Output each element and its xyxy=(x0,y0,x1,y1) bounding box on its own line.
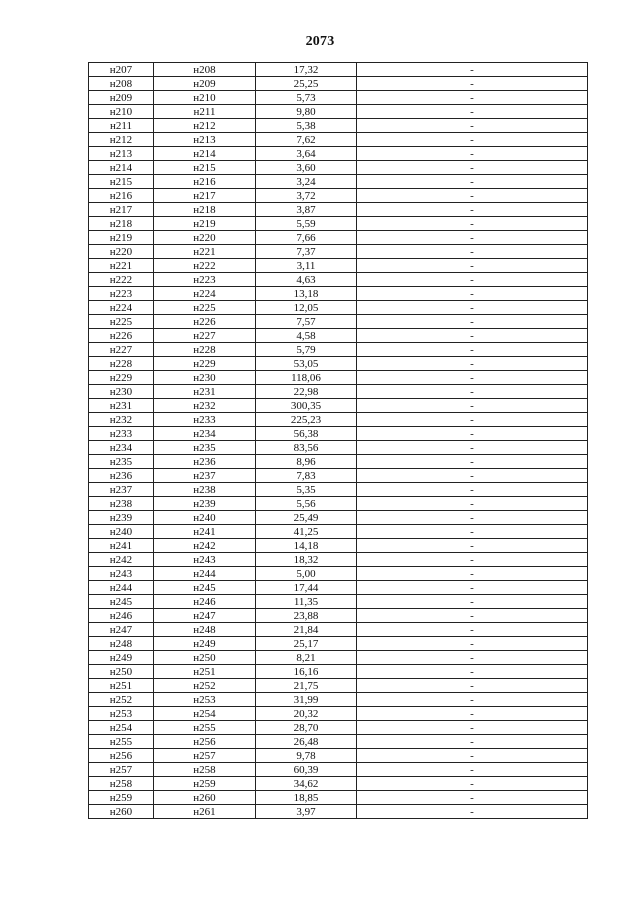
table-row xyxy=(89,413,588,427)
note-cell: - xyxy=(357,161,588,175)
note-cell: - xyxy=(357,287,588,301)
note-cell: - xyxy=(357,637,588,651)
note-cell: - xyxy=(357,175,588,189)
to-point-cell: н240 xyxy=(154,511,256,525)
from-point-cell: н212 xyxy=(89,133,154,147)
distance-cell: 8,21 xyxy=(256,651,357,665)
table-row xyxy=(89,525,588,539)
distance-cell: 25,49 xyxy=(256,511,357,525)
to-point-cell: н244 xyxy=(154,567,256,581)
table-row xyxy=(89,91,588,105)
to-point-cell: н245 xyxy=(154,581,256,595)
distance-cell: 7,57 xyxy=(256,315,357,329)
table-row xyxy=(89,63,588,77)
page-number: 2073 xyxy=(305,34,335,49)
from-point-cell: н256 xyxy=(89,749,154,763)
from-point-cell: н243 xyxy=(89,567,154,581)
from-point-cell: н208 xyxy=(89,77,154,91)
distance-cell: 13,18 xyxy=(256,287,357,301)
note-cell: - xyxy=(357,259,588,273)
distance-cell: 20,32 xyxy=(256,707,357,721)
to-point-cell: н218 xyxy=(154,203,256,217)
distance-cell: 7,83 xyxy=(256,469,357,483)
distance-cell: 23,88 xyxy=(256,609,357,623)
distance-cell: 18,32 xyxy=(256,553,357,567)
from-point-cell: н249 xyxy=(89,651,154,665)
to-point-cell: н259 xyxy=(154,777,256,791)
to-point-cell: н208 xyxy=(154,63,256,77)
table-row xyxy=(89,399,588,413)
note-cell: - xyxy=(357,245,588,259)
note-cell: - xyxy=(357,525,588,539)
from-point-cell: н219 xyxy=(89,231,154,245)
table-row xyxy=(89,469,588,483)
to-point-cell: н232 xyxy=(154,399,256,413)
from-point-cell: н231 xyxy=(89,399,154,413)
to-point-cell: н217 xyxy=(154,189,256,203)
note-cell: - xyxy=(357,427,588,441)
table-row xyxy=(89,707,588,721)
table-row xyxy=(89,329,588,343)
note-cell: - xyxy=(357,679,588,693)
table-row xyxy=(89,343,588,357)
from-point-cell: н244 xyxy=(89,581,154,595)
distance-cell: 34,62 xyxy=(256,777,357,791)
distance-cell: 3,64 xyxy=(256,147,357,161)
note-cell: - xyxy=(357,581,588,595)
note-cell: - xyxy=(357,371,588,385)
from-point-cell: н237 xyxy=(89,483,154,497)
to-point-cell: н233 xyxy=(154,413,256,427)
to-point-cell: н224 xyxy=(154,287,256,301)
note-cell: - xyxy=(357,357,588,371)
from-point-cell: н233 xyxy=(89,427,154,441)
to-point-cell: н222 xyxy=(154,259,256,273)
table-row xyxy=(89,623,588,637)
to-point-cell: н234 xyxy=(154,427,256,441)
to-point-cell: н210 xyxy=(154,91,256,105)
table-row xyxy=(89,105,588,119)
note-cell: - xyxy=(357,329,588,343)
note-cell: - xyxy=(357,651,588,665)
table-row xyxy=(89,553,588,567)
table-row xyxy=(89,749,588,763)
note-cell: - xyxy=(357,189,588,203)
table-row xyxy=(89,315,588,329)
distance-cell: 17,32 xyxy=(256,63,357,77)
from-point-cell: н235 xyxy=(89,455,154,469)
to-point-cell: н227 xyxy=(154,329,256,343)
table-row xyxy=(89,133,588,147)
from-point-cell: н259 xyxy=(89,791,154,805)
note-cell: - xyxy=(357,413,588,427)
table-row xyxy=(89,511,588,525)
distance-cell: 118,06 xyxy=(256,371,357,385)
note-cell: - xyxy=(357,231,588,245)
distance-cell: 25,17 xyxy=(256,637,357,651)
note-cell: - xyxy=(357,735,588,749)
table-row xyxy=(89,441,588,455)
from-point-cell: н223 xyxy=(89,287,154,301)
note-cell: - xyxy=(357,497,588,511)
to-point-cell: н243 xyxy=(154,553,256,567)
distance-cell: 12,05 xyxy=(256,301,357,315)
from-point-cell: н245 xyxy=(89,595,154,609)
note-cell: - xyxy=(357,441,588,455)
to-point-cell: н213 xyxy=(154,133,256,147)
distance-cell: 5,00 xyxy=(256,567,357,581)
note-cell: - xyxy=(357,455,588,469)
distance-cell: 21,84 xyxy=(256,623,357,637)
distance-cell: 83,56 xyxy=(256,441,357,455)
note-cell: - xyxy=(357,763,588,777)
note-cell: - xyxy=(357,273,588,287)
from-point-cell: н258 xyxy=(89,777,154,791)
distance-cell: 4,58 xyxy=(256,329,357,343)
distance-cell: 11,35 xyxy=(256,595,357,609)
table-row xyxy=(89,217,588,231)
table-row xyxy=(89,777,588,791)
to-point-cell: н253 xyxy=(154,693,256,707)
to-point-cell: н256 xyxy=(154,735,256,749)
to-point-cell: н229 xyxy=(154,357,256,371)
to-point-cell: н246 xyxy=(154,595,256,609)
from-point-cell: н248 xyxy=(89,637,154,651)
note-cell: - xyxy=(357,91,588,105)
from-point-cell: н210 xyxy=(89,105,154,119)
from-point-cell: н240 xyxy=(89,525,154,539)
note-cell: - xyxy=(357,301,588,315)
from-point-cell: н238 xyxy=(89,497,154,511)
note-cell: - xyxy=(357,343,588,357)
distance-cell: 5,59 xyxy=(256,217,357,231)
from-point-cell: н239 xyxy=(89,511,154,525)
table-row xyxy=(89,637,588,651)
to-point-cell: н228 xyxy=(154,343,256,357)
table-row xyxy=(89,679,588,693)
to-point-cell: н249 xyxy=(154,637,256,651)
note-cell: - xyxy=(357,777,588,791)
table-row xyxy=(89,567,588,581)
to-point-cell: н261 xyxy=(154,805,256,819)
from-point-cell: н222 xyxy=(89,273,154,287)
note-cell: - xyxy=(357,217,588,231)
distance-cell: 53,05 xyxy=(256,357,357,371)
from-point-cell: н252 xyxy=(89,693,154,707)
table-row xyxy=(89,735,588,749)
distance-cell: 3,24 xyxy=(256,175,357,189)
boundary-segments-table xyxy=(88,62,588,819)
to-point-cell: н254 xyxy=(154,707,256,721)
to-point-cell: н239 xyxy=(154,497,256,511)
to-point-cell: н214 xyxy=(154,147,256,161)
to-point-cell: н260 xyxy=(154,791,256,805)
from-point-cell: н213 xyxy=(89,147,154,161)
note-cell: - xyxy=(357,609,588,623)
distance-cell: 3,11 xyxy=(256,259,357,273)
from-point-cell: н255 xyxy=(89,735,154,749)
distance-cell: 3,60 xyxy=(256,161,357,175)
table-row xyxy=(89,427,588,441)
to-point-cell: н255 xyxy=(154,721,256,735)
note-cell: - xyxy=(357,203,588,217)
to-point-cell: н212 xyxy=(154,119,256,133)
note-cell: - xyxy=(357,539,588,553)
table-row xyxy=(89,805,588,819)
table-row xyxy=(89,371,588,385)
from-point-cell: н251 xyxy=(89,679,154,693)
table-row xyxy=(89,119,588,133)
distance-cell: 225,23 xyxy=(256,413,357,427)
to-point-cell: н235 xyxy=(154,441,256,455)
note-cell: - xyxy=(357,511,588,525)
distance-cell: 31,99 xyxy=(256,693,357,707)
from-point-cell: н228 xyxy=(89,357,154,371)
from-point-cell: н250 xyxy=(89,665,154,679)
from-point-cell: н260 xyxy=(89,805,154,819)
to-point-cell: н220 xyxy=(154,231,256,245)
distance-cell: 7,62 xyxy=(256,133,357,147)
distance-cell: 25,25 xyxy=(256,77,357,91)
table-row xyxy=(89,581,588,595)
from-point-cell: н220 xyxy=(89,245,154,259)
distance-cell: 26,48 xyxy=(256,735,357,749)
from-point-cell: н209 xyxy=(89,91,154,105)
distance-cell: 8,96 xyxy=(256,455,357,469)
distance-cell: 5,79 xyxy=(256,343,357,357)
table-row xyxy=(89,203,588,217)
table-row xyxy=(89,357,588,371)
distance-cell: 3,97 xyxy=(256,805,357,819)
to-point-cell: н236 xyxy=(154,455,256,469)
table-row xyxy=(89,665,588,679)
from-point-cell: н236 xyxy=(89,469,154,483)
table-row xyxy=(89,259,588,273)
table-row xyxy=(89,147,588,161)
table-row xyxy=(89,301,588,315)
to-point-cell: н221 xyxy=(154,245,256,259)
table-row xyxy=(89,189,588,203)
distance-cell: 16,16 xyxy=(256,665,357,679)
distance-cell: 4,63 xyxy=(256,273,357,287)
table-row xyxy=(89,175,588,189)
note-cell: - xyxy=(357,553,588,567)
from-point-cell: н232 xyxy=(89,413,154,427)
table-row xyxy=(89,455,588,469)
distance-cell: 7,37 xyxy=(256,245,357,259)
distance-cell: 7,66 xyxy=(256,231,357,245)
from-point-cell: н247 xyxy=(89,623,154,637)
to-point-cell: н248 xyxy=(154,623,256,637)
from-point-cell: н218 xyxy=(89,217,154,231)
table-row xyxy=(89,791,588,805)
note-cell: - xyxy=(357,749,588,763)
from-point-cell: н207 xyxy=(89,63,154,77)
note-cell: - xyxy=(357,693,588,707)
note-cell: - xyxy=(357,623,588,637)
distance-cell: 18,85 xyxy=(256,791,357,805)
table-row xyxy=(89,763,588,777)
to-point-cell: н211 xyxy=(154,105,256,119)
distance-cell: 5,38 xyxy=(256,119,357,133)
distance-cell: 60,39 xyxy=(256,763,357,777)
table-row xyxy=(89,497,588,511)
to-point-cell: н247 xyxy=(154,609,256,623)
from-point-cell: н217 xyxy=(89,203,154,217)
table-row xyxy=(89,693,588,707)
note-cell: - xyxy=(357,791,588,805)
to-point-cell: н231 xyxy=(154,385,256,399)
note-cell: - xyxy=(357,721,588,735)
note-cell: - xyxy=(357,315,588,329)
table-row xyxy=(89,721,588,735)
from-point-cell: н216 xyxy=(89,189,154,203)
to-point-cell: н238 xyxy=(154,483,256,497)
from-point-cell: н246 xyxy=(89,609,154,623)
distance-cell: 17,44 xyxy=(256,581,357,595)
to-point-cell: н223 xyxy=(154,273,256,287)
note-cell: - xyxy=(357,105,588,119)
from-point-cell: н225 xyxy=(89,315,154,329)
from-point-cell: н234 xyxy=(89,441,154,455)
from-point-cell: н253 xyxy=(89,707,154,721)
note-cell: - xyxy=(357,63,588,77)
table-row xyxy=(89,273,588,287)
table-row xyxy=(89,385,588,399)
from-point-cell: н230 xyxy=(89,385,154,399)
from-point-cell: н214 xyxy=(89,161,154,175)
distance-cell: 22,98 xyxy=(256,385,357,399)
distance-cell: 9,78 xyxy=(256,749,357,763)
note-cell: - xyxy=(357,77,588,91)
from-point-cell: н221 xyxy=(89,259,154,273)
table-row xyxy=(89,595,588,609)
note-cell: - xyxy=(357,707,588,721)
note-cell: - xyxy=(357,385,588,399)
note-cell: - xyxy=(357,399,588,413)
distance-cell: 3,72 xyxy=(256,189,357,203)
to-point-cell: н215 xyxy=(154,161,256,175)
note-cell: - xyxy=(357,567,588,581)
to-point-cell: н225 xyxy=(154,301,256,315)
to-point-cell: н251 xyxy=(154,665,256,679)
from-point-cell: н226 xyxy=(89,329,154,343)
distance-cell: 5,73 xyxy=(256,91,357,105)
to-point-cell: н237 xyxy=(154,469,256,483)
to-point-cell: н209 xyxy=(154,77,256,91)
note-cell: - xyxy=(357,119,588,133)
table-body xyxy=(89,63,588,819)
from-point-cell: н224 xyxy=(89,301,154,315)
to-point-cell: н241 xyxy=(154,525,256,539)
table-row xyxy=(89,483,588,497)
table-row xyxy=(89,539,588,553)
note-cell: - xyxy=(357,595,588,609)
from-point-cell: н254 xyxy=(89,721,154,735)
table-row xyxy=(89,609,588,623)
table-row xyxy=(89,77,588,91)
note-cell: - xyxy=(357,805,588,819)
note-cell: - xyxy=(357,483,588,497)
distance-cell: 3,87 xyxy=(256,203,357,217)
from-point-cell: н257 xyxy=(89,763,154,777)
note-cell: - xyxy=(357,665,588,679)
to-point-cell: н230 xyxy=(154,371,256,385)
from-point-cell: н241 xyxy=(89,539,154,553)
to-point-cell: н250 xyxy=(154,651,256,665)
to-point-cell: н242 xyxy=(154,539,256,553)
from-point-cell: н229 xyxy=(89,371,154,385)
distance-cell: 21,75 xyxy=(256,679,357,693)
to-point-cell: н226 xyxy=(154,315,256,329)
table-row xyxy=(89,651,588,665)
to-point-cell: н257 xyxy=(154,749,256,763)
note-cell: - xyxy=(357,147,588,161)
distance-cell: 41,25 xyxy=(256,525,357,539)
to-point-cell: н216 xyxy=(154,175,256,189)
from-point-cell: н211 xyxy=(89,119,154,133)
distance-cell: 14,18 xyxy=(256,539,357,553)
table-row xyxy=(89,287,588,301)
distance-cell: 9,80 xyxy=(256,105,357,119)
table-row xyxy=(89,161,588,175)
table-row xyxy=(89,245,588,259)
distance-cell: 28,70 xyxy=(256,721,357,735)
from-point-cell: н215 xyxy=(89,175,154,189)
table-row xyxy=(89,231,588,245)
note-cell: - xyxy=(357,469,588,483)
from-point-cell: н242 xyxy=(89,553,154,567)
to-point-cell: н219 xyxy=(154,217,256,231)
distance-cell: 56,38 xyxy=(256,427,357,441)
distance-cell: 5,56 xyxy=(256,497,357,511)
distance-cell: 300,35 xyxy=(256,399,357,413)
note-cell: - xyxy=(357,133,588,147)
to-point-cell: н252 xyxy=(154,679,256,693)
distance-cell: 5,35 xyxy=(256,483,357,497)
to-point-cell: н258 xyxy=(154,763,256,777)
from-point-cell: н227 xyxy=(89,343,154,357)
